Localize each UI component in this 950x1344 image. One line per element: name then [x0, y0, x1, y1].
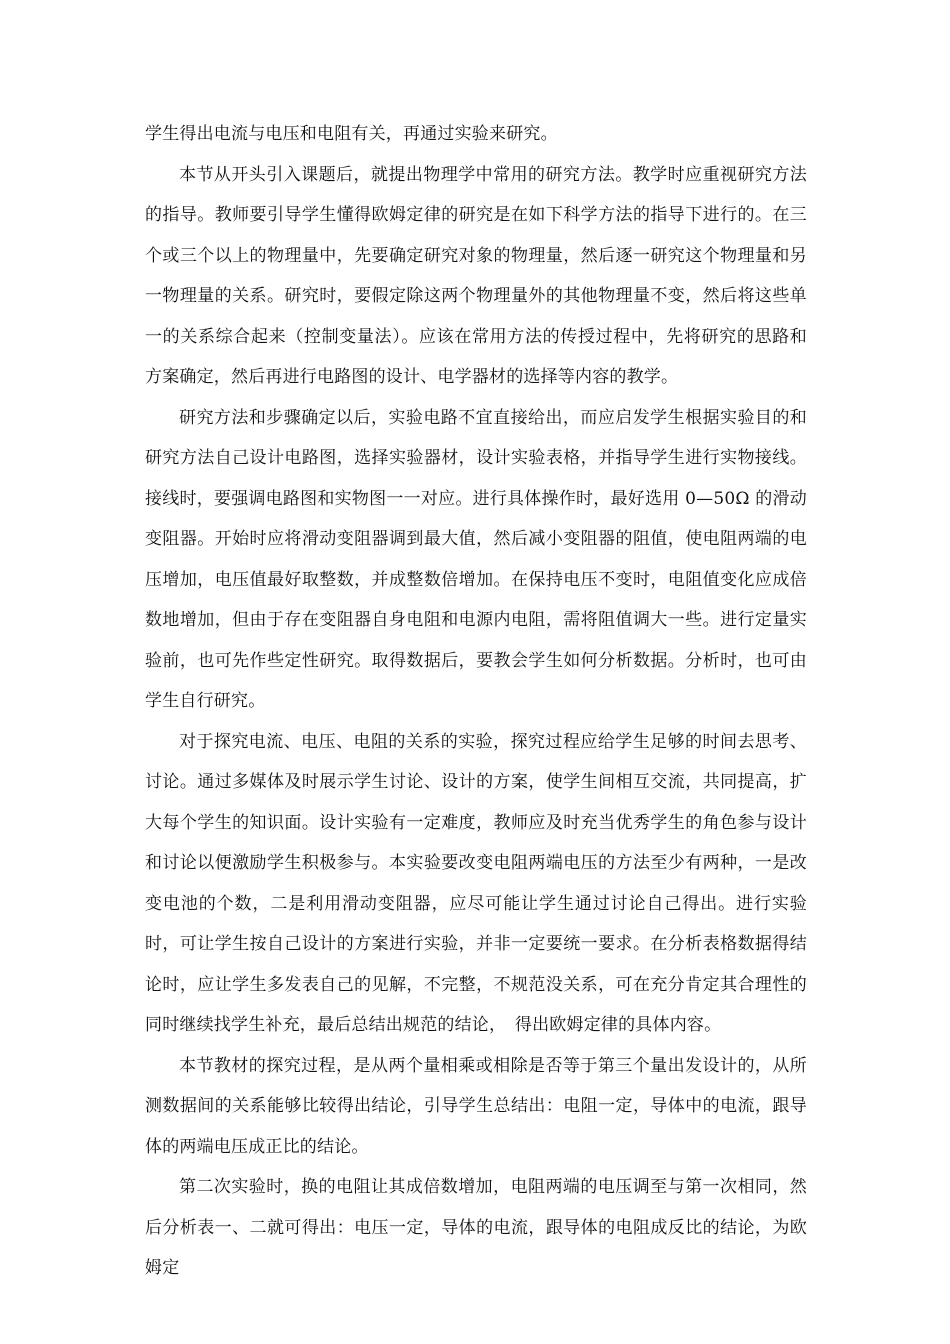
document-body	[145, 114, 807, 1289]
paragraph-3: 研究方法和步骤确定以后，实验电路不宜直接给出，而应启发学生根据实验目的和研究方法自己设计电路图，选择实验器材，设计实验表格，并指导学生进行实物接线。接线时，要强调电路图和实物图一一对应。进行具体操作时，最好选用 0—50Ω 的滑动变阻器。开始时应将滑动变阻器调到最大值，然后减小变阻器的阻值，使电阻两端的电压增加，电压值最好取整数，并成整数倍增加。在保持电压不变时，电阻值变化应成倍数地增加，但由于存在变阻器自身电阻和电源内电阻，需将阻值调大一些。进行定量实验前，也可先作些定性研究。取得数据后，要教会学生如何分析数据。分析时，也可由学生自行研究。	[145, 407, 807, 711]
paragraph-2: 本节从开头引入课题后，就提出物理学中常用的研究方法。教学时应重视研究方法的指导。教师要引导学生懂得欧姆定律的研究是在如下科学方法的指导下进行的。在三个或三个以上的物理量中，先要确定研究对象的物理量，然后逐一研究这个物理量和另一物理量的关系。研究时，要假定除这两个物理量外的其他物理量不变，然后将这些单一的关系综合起来（控制变量法）。应该在常用方法的传授过程中，先将研究的思路和方案确定，然后再进行电路图的设计、电学器材的选择等内容的教学。	[145, 164, 807, 387]
paragraph-5: 本节教材的探究过程，是从两个量相乘或相除是否等于第三个量出发设计的，从所测数据间的关系能够比较得出结论，引导学生总结出：电阻一定，导体中的电流，跟导体的两端电压成正比的结论。	[145, 1055, 807, 1157]
paragraph-6: 第二次实验时，换的电阻让其成倍数增加，电阻两端的电压调至与第一次相同，然后分析表一、二就可得出：电压一定，导体的电流，跟导体的电阻成反比的结论，为欧姆定	[145, 1177, 807, 1278]
paragraph-4: 对于探究电流、电压、电阻的关系的实验，探究过程应给学生足够的时间去思考、讨论。通过多媒体及时展示学生讨论、设计的方案，使学生间相互交流，共同提高，扩大每个学生的知识面。设计实验有一定难度，教师应及时充当优秀学生的角色参与设计和讨论以便激励学生积极参与。本实验要改变电阻两端电压的方法至少有两种，一是改变电池的个数，二是利用滑动变阻器，应尽可能让学生通过讨论自己得出。进行实验时，可让学生按自己设计的方案进行实验，并非一定要统一要求。在分析表格数据得结论时，应让学生多发表自己的见解，不完整，不规范没关系，可在充分肯定其合理性的同时继续找学生补充，最后总结出规范的结论， 得出欧姆定律的具体内容。	[145, 731, 807, 1035]
paragraph-1: 学生得出电流与电压和电阻有关，再通过实验来研究。	[145, 124, 558, 144]
